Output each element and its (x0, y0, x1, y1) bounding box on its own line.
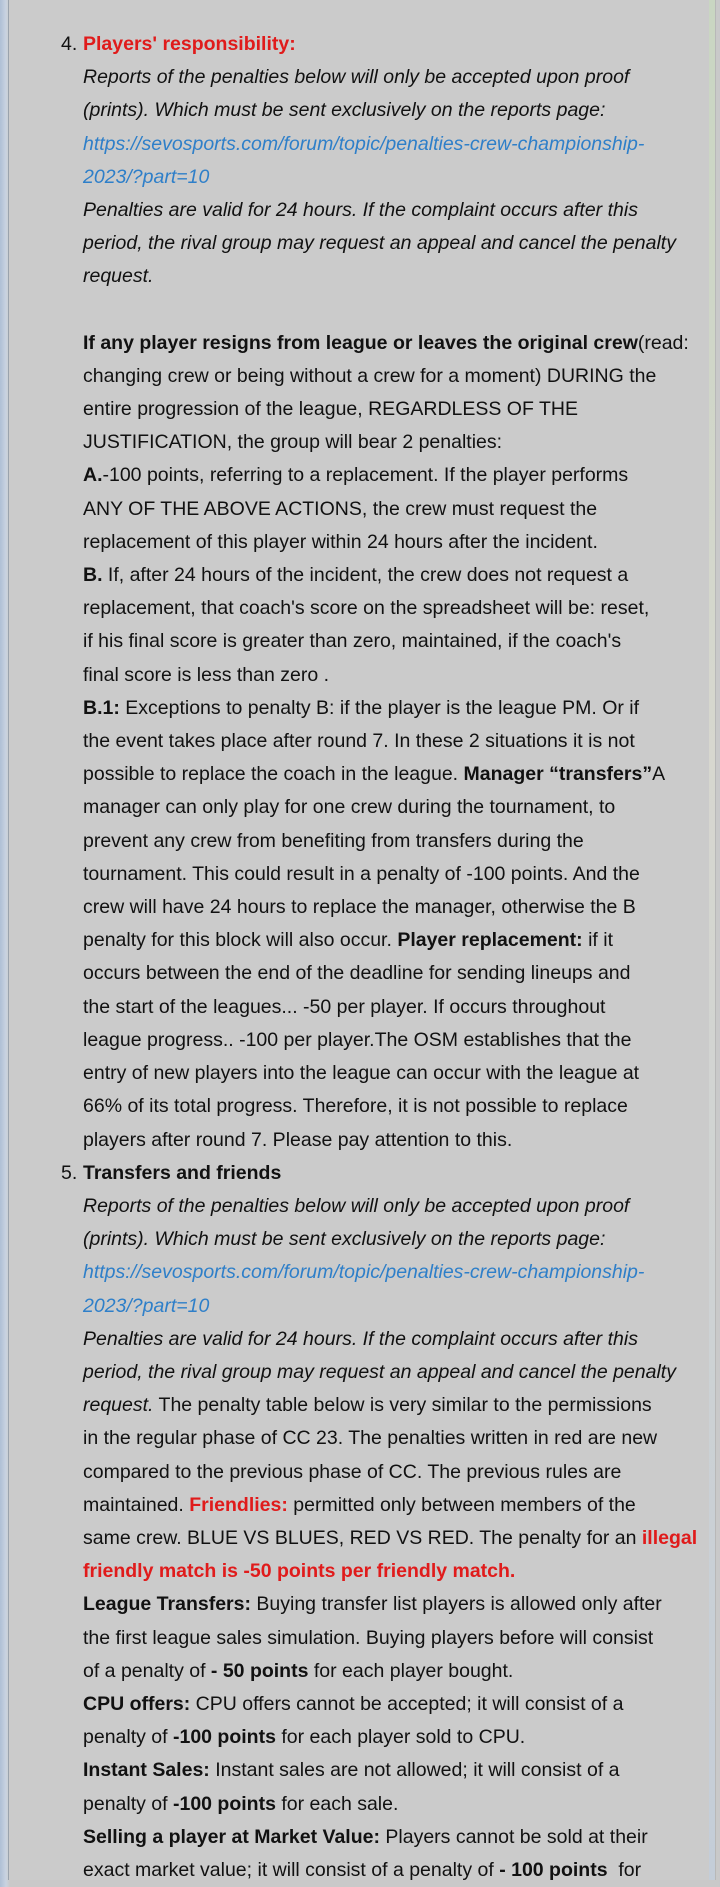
rules-content (51, 28, 701, 1887)
instant-sales-text: Instant sales are not allowed; it will consist of a (209, 1759, 620, 1782)
penalty-a-text: -100 points, referring to a replacement. If the player performs (102, 464, 629, 487)
section-title: Players' responsibility: (83, 33, 296, 55)
manager-transfers-text: prevent any crew from benefiting from transfers during the (83, 829, 584, 852)
report-note: (prints). Which must be sent exclusively on the reports page: (83, 1228, 606, 1251)
resign-rule-heading: If any player resigns from league or leaves the original crew (83, 331, 638, 354)
penalty-b-text: final score is less than zero . (83, 663, 330, 686)
manager-transfers-heading: Manager “transfers” (463, 763, 653, 786)
instant-sales-text: penalty of (83, 1792, 173, 1815)
penalty-table-intro: compared to the previous phase of CC. The previous rules are (83, 1460, 622, 1483)
friendlies-text: permitted only between members of the (287, 1493, 636, 1516)
penalty-table-intro: The penalty table below is very similar to the permissions (153, 1394, 652, 1417)
market-value-text: for (607, 1858, 642, 1881)
league-transfers-text: of a penalty of (83, 1659, 211, 1682)
manager-transfers-text: penalty for this block will also occur. (83, 929, 398, 952)
penalty-a-text: replacement of this player within 24 hours after the incident. (83, 530, 598, 553)
cpu-offers-text: for each player sold to CPU. (275, 1726, 526, 1749)
cpu-offers-text: penalty of (83, 1726, 173, 1749)
player-replacement-text: if it (582, 929, 614, 952)
penalty-b1-label: B.1: (83, 696, 120, 719)
section-number: 5. (61, 1161, 78, 1184)
validity-note: Penalties are valid for 24 hours. If the complaint occurs after this (83, 1327, 638, 1350)
manager-transfers-text: A (652, 763, 666, 786)
resign-rule-text: changing crew or being without a crew for a moment) DURING the (83, 364, 657, 387)
penalty-points: -100 points (172, 1792, 276, 1815)
report-note: Reports of the penalties below will only be accepted upon proof (83, 1194, 630, 1217)
validity-note: period, the rival group may request an appeal and cancel the penalty (83, 232, 676, 255)
player-replacement-text: 66% of its total progress. Therefore, it is not possible to replace (83, 1095, 628, 1118)
league-transfers-text: the first league sales simulation. Buying players before will consist (83, 1626, 654, 1649)
league-transfers-text: for each player bought. (308, 1659, 514, 1682)
reports-page-link[interactable]: 2023/?part=10 (83, 165, 210, 188)
reports-page-link[interactable]: https://sevosports.com/forum/topic/penalties-crew-championship- (83, 1261, 645, 1284)
market-value-heading: Selling a player at Market Value: (83, 1825, 380, 1848)
section-5 (51, 1157, 701, 1887)
resign-rule-text: entire progression of the league, REGARDLESS OF THE (83, 398, 578, 421)
market-value-text: exact market value; it will consist of a penalty of (83, 1858, 500, 1881)
penalty-table-intro: maintained. (83, 1493, 190, 1516)
validity-note: period, the rival group may request an appeal and cancel the penalty (83, 1360, 676, 1383)
penalty-b-text: replacement, that coach's score on the spreadsheet will be: reset, (83, 597, 650, 620)
manager-transfers-text: tournament. This could result in a penalty of -100 points. And the (83, 862, 640, 885)
penalty-points: -100 points (172, 1726, 276, 1749)
penalty-b-text: if his final score is greater than zero, maintained, if the coach's (83, 630, 622, 653)
league-transfers-text: Buying transfer list players is allowed only after (250, 1593, 662, 1616)
penalty-a-text: ANY OF THE ABOVE ACTIONS, the crew must request the (83, 497, 598, 520)
resign-rule-text: (read: (637, 331, 689, 354)
penalty-points: - 50 points (210, 1659, 309, 1682)
resign-rule-text: JUSTIFICATION, the group will bear 2 penalties: (83, 431, 503, 454)
player-replacement-text: the start of the leagues... -50 per player. If occurs throughout (83, 995, 606, 1018)
market-value-text: Players cannot be sold at their (379, 1825, 648, 1848)
reports-page-link[interactable]: 2023/?part=10 (83, 1294, 210, 1317)
section-4 (51, 28, 701, 1157)
penalty-b1-text: possible to replace the coach in the league. (83, 763, 464, 786)
penalty-b-label: B. (83, 564, 103, 587)
friendlies-heading: Friendlies: (189, 1493, 288, 1516)
illegal-friendly-penalty: friendly match is -50 points per friendly match. (83, 1560, 516, 1583)
penalty-b1-text: Exceptions to penalty B: if the player is the league PM. Or if (119, 696, 640, 719)
report-note: Reports of the penalties below will only be accepted upon proof (83, 66, 630, 89)
section-title: Transfers and friends (83, 1161, 282, 1184)
validity-note: request. (83, 1394, 154, 1417)
reports-page-link[interactable]: https://sevosports.com/forum/topic/penalties-crew-championship- (83, 132, 645, 155)
player-replacement-text: players after round 7. Please pay attention to this. (83, 1128, 513, 1151)
instant-sales-text: for each sale. (275, 1792, 399, 1815)
validity-note: request. (83, 265, 154, 288)
cpu-offers-text: CPU offers cannot be accepted; it will consist of a (190, 1692, 624, 1715)
penalty-b-text: If, after 24 hours of the incident, the crew does not request a (102, 564, 629, 587)
panel-edge (709, 0, 715, 1880)
manager-transfers-text: crew will have 24 hours to replace the manager, otherwise the B (83, 896, 636, 919)
friendlies-text: same crew. BLUE VS BLUES, RED VS RED. The penalty for an (83, 1526, 642, 1549)
penalty-table-intro: in the regular phase of CC 23. The penalties written in red are new (83, 1427, 658, 1450)
penalty-b1-text: the event takes place after round 7. In these 2 situations it is not (83, 730, 635, 753)
player-replacement-text: league progress.. -100 per player.The OSM establishes that the (83, 1028, 632, 1051)
player-replacement-text: occurs between the end of the deadline for sending lineups and (83, 962, 631, 985)
content-panel (8, 0, 716, 1880)
penalty-a-label: A. (83, 464, 103, 487)
illegal-friendly-penalty: illegal (641, 1526, 698, 1549)
report-note: (prints). Which must be sent exclusively on the reports page: (83, 99, 606, 122)
player-replacement-text: entry of new players into the league can occur with the league at (83, 1062, 640, 1085)
validity-note: Penalties are valid for 24 hours. If the complaint occurs after this (83, 199, 638, 222)
manager-transfers-text: manager can only play for one crew during the tournament, to (83, 796, 616, 819)
player-replacement-heading: Player replacement: (397, 929, 583, 952)
league-transfers-heading: League Transfers: (83, 1593, 251, 1616)
cpu-offers-heading: CPU offers: (83, 1692, 191, 1715)
penalty-points: - 100 points (499, 1858, 608, 1881)
instant-sales-heading: Instant Sales: (83, 1759, 210, 1782)
section-number: 4. (61, 33, 78, 55)
